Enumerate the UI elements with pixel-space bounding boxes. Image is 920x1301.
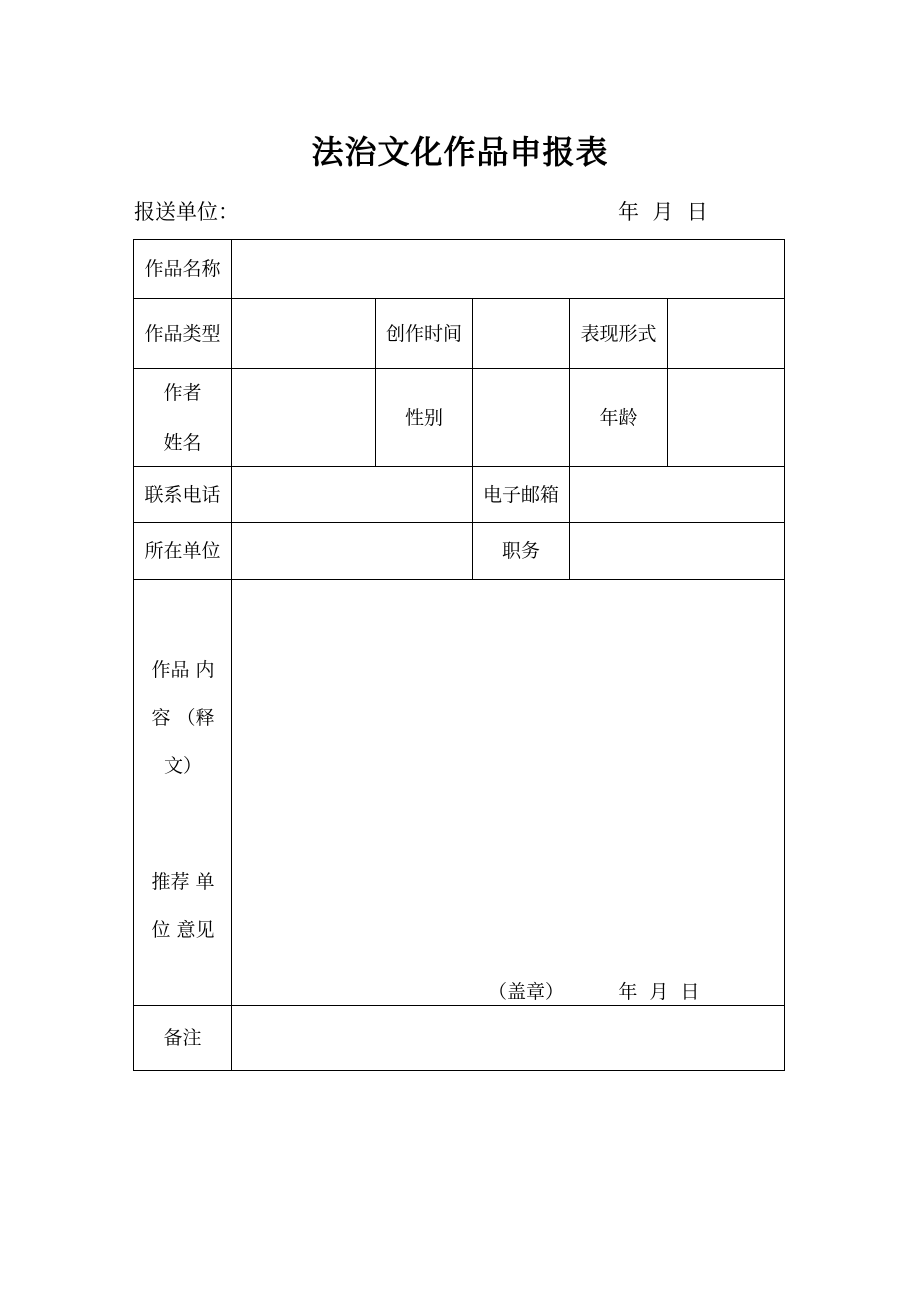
employer-field[interactable] xyxy=(231,522,473,580)
page-title: 法治文化作品申报表 xyxy=(311,133,609,171)
submitting-unit-label: 报送单位： xyxy=(134,200,239,224)
age-label: 年龄 xyxy=(569,368,668,467)
remarks-field[interactable] xyxy=(231,1005,785,1071)
creation-time-label: 创作时间 xyxy=(375,298,473,369)
work-name-label: 作品名称 xyxy=(133,239,232,299)
expression-form-field[interactable] xyxy=(667,298,785,369)
work-name-field[interactable] xyxy=(231,239,785,299)
gender-field[interactable] xyxy=(472,368,570,467)
author-name-field[interactable] xyxy=(231,368,376,467)
submission-date-label: 年 月 日 xyxy=(618,200,708,224)
author-name-label xyxy=(133,368,232,467)
creation-time-field[interactable] xyxy=(472,298,570,369)
author-name-label-line1: 作者 xyxy=(163,381,202,404)
recommendation-label-line1: 推荐 单 xyxy=(151,871,215,893)
work-content-label-line1: 作品 内 xyxy=(151,659,215,681)
email-field[interactable] xyxy=(569,466,785,523)
phone-label: 联系电话 xyxy=(133,466,232,523)
work-type-label: 作品类型 xyxy=(133,298,232,369)
email-label: 电子邮箱 xyxy=(472,466,570,523)
position-field[interactable] xyxy=(569,522,785,580)
age-field[interactable] xyxy=(667,368,785,467)
content-recommendation-field[interactable] xyxy=(231,579,785,1006)
position-label: 职务 xyxy=(472,522,570,580)
gender-label: 性别 xyxy=(375,368,473,467)
employer-label: 所在单位 xyxy=(133,522,232,580)
work-content-label-line2: 容 （释 xyxy=(151,707,215,729)
seal-date-line: （盖章） 年 月 日 xyxy=(488,981,700,1003)
work-type-field[interactable] xyxy=(231,298,376,369)
phone-field[interactable] xyxy=(231,466,473,523)
recommendation-label-line2: 位 意见 xyxy=(151,919,215,941)
author-name-label-line2: 姓名 xyxy=(163,431,202,454)
expression-form-label: 表现形式 xyxy=(569,298,668,369)
remarks-label: 备注 xyxy=(133,1005,232,1071)
work-content-label-line3: 文） xyxy=(163,755,202,777)
